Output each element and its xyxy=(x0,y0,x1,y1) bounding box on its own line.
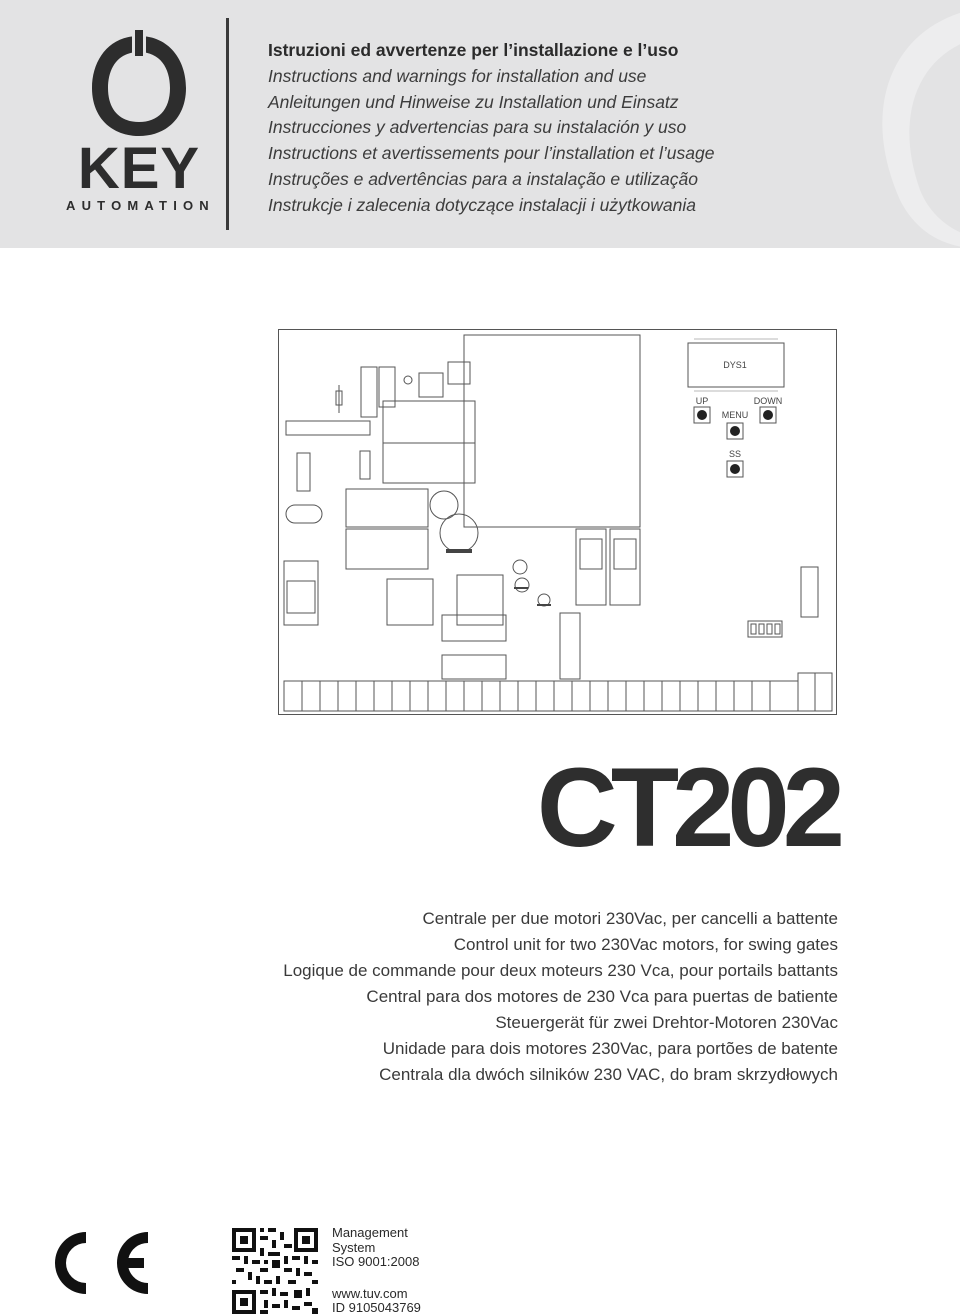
certification-block xyxy=(332,1226,421,1316)
qr-code-icon xyxy=(232,1228,318,1314)
control-board-diagram xyxy=(278,329,838,717)
logo-ring-icon xyxy=(84,30,194,140)
menu-button-icon xyxy=(730,426,740,436)
title-de: Anleitungen und Hinweise zu Installation und Einsatz xyxy=(268,91,679,112)
title-it: Istruzioni ed avvertenze per l’installazione e l’uso xyxy=(268,40,679,60)
decorative-swoosh xyxy=(820,0,960,248)
title-fr: Instructions et avertissements pour l’installation et l’usage xyxy=(268,143,715,164)
instruction-titles xyxy=(268,38,714,219)
brand-tagline: AUTOMATION xyxy=(66,198,215,213)
key-automation-logo xyxy=(64,30,214,215)
description-en: Control unit for two 230Vac motors, for swing gates xyxy=(453,935,838,954)
title-en: Instructions and warnings for installation and use xyxy=(268,65,647,86)
description-pl: Centrala dla dwóch silników 230 VAC, do bram skrzydłowych xyxy=(379,1065,838,1084)
cert-line-1: Management xyxy=(332,1225,408,1240)
model-name: CT202 xyxy=(536,745,838,870)
cert-line-2: System xyxy=(332,1239,376,1255)
down-button-icon xyxy=(763,410,773,420)
cert-id: ID 9105043769 xyxy=(332,1300,421,1315)
header-band xyxy=(0,0,960,248)
cert-url: www.tuv.com xyxy=(332,1285,408,1301)
ce-mark-icon xyxy=(52,1228,164,1298)
ss-button-icon xyxy=(730,464,740,474)
ss-label: SS xyxy=(728,449,742,459)
product-descriptions xyxy=(283,906,838,1088)
cert-line-3: ISO 9001:2008 xyxy=(332,1254,420,1269)
description-es: Central para dos motores de 230 Vca para puertas de batiente xyxy=(366,987,838,1006)
down-label: DOWN xyxy=(753,396,783,406)
title-pt: Instruções e advertências para a instalação e utilização xyxy=(268,168,698,189)
title-es: Instrucciones y advertencias para su instalación y uso xyxy=(268,117,687,138)
display-label: DYS1 xyxy=(723,360,747,370)
up-button-icon xyxy=(697,410,707,420)
transformer xyxy=(464,335,640,527)
description-fr: Logique de commande pour deux moteurs 230 Vca, pour portails battants xyxy=(283,961,838,980)
menu-label: MENU xyxy=(721,410,749,420)
up-label: UP xyxy=(695,396,709,406)
description-it: Centrale per due motori 230Vac, per cancelli a battente xyxy=(422,909,838,928)
description-de: Steuergerät für zwei Drehtor-Motoren 230Vac xyxy=(495,1013,838,1032)
brand-name: KEY xyxy=(77,136,201,201)
description-pt: Unidade para dois motores 230Vac, para portões de batente xyxy=(382,1039,838,1058)
header-divider xyxy=(226,18,229,230)
title-pl: Instrukcje i zalecenia dotyczące instalacji i użytkowania xyxy=(268,194,696,215)
